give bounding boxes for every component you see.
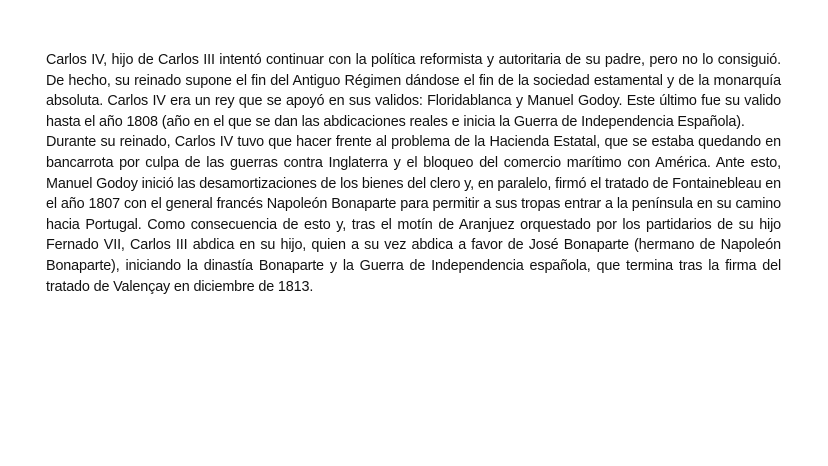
document-body [46,50,781,297]
paragraph-2: Durante su reinado, Carlos IV tuvo que hacer frente al problema de la Hacienda Estatal, que se estaba quedando en bancarrota por culpa de las guerras contra Inglaterra y el bloqueo del comercio marítimo con América. Ante esto, Manuel Godoy inició las desamortizaciones de los bienes del clero y, en paralelo, firmó el tratado de Fontainebleau en el año 1807 con el general francés Napoleón Bonaparte para permitir a sus tropas entrar a la península en su camino hacia Portugal. Como consecuencia de esto y, tras el motín de Aranjuez orquestado por los partidarios de su hijo Fernado VII, Carlos III abdica en su hijo, quien a su vez abdica a favor de José Bonaparte (hermano de Napoleón Bonaparte), iniciando la dinastía Bonaparte y la Guerra de Independencia española, que termina tras la firma del tratado de Valençay en diciembre de 1813. [46,134,781,295]
paragraph-1: Carlos IV, hijo de Carlos III intentó continuar con la política reformista y autoritaria de su padre, pero no lo consiguió. De hecho, su reinado supone el fin del Antiguo Régimen dándose el fin de la sociedad estamental y de la monarquía absoluta. Carlos IV era un rey que se apoyó en sus validos: Floridablanca y Manuel Godoy. Este último fue su valido hasta el año 1808 (año en el que se dan las abdicaciones reales e inicia la Guerra de Independencia Española). [46,52,781,130]
